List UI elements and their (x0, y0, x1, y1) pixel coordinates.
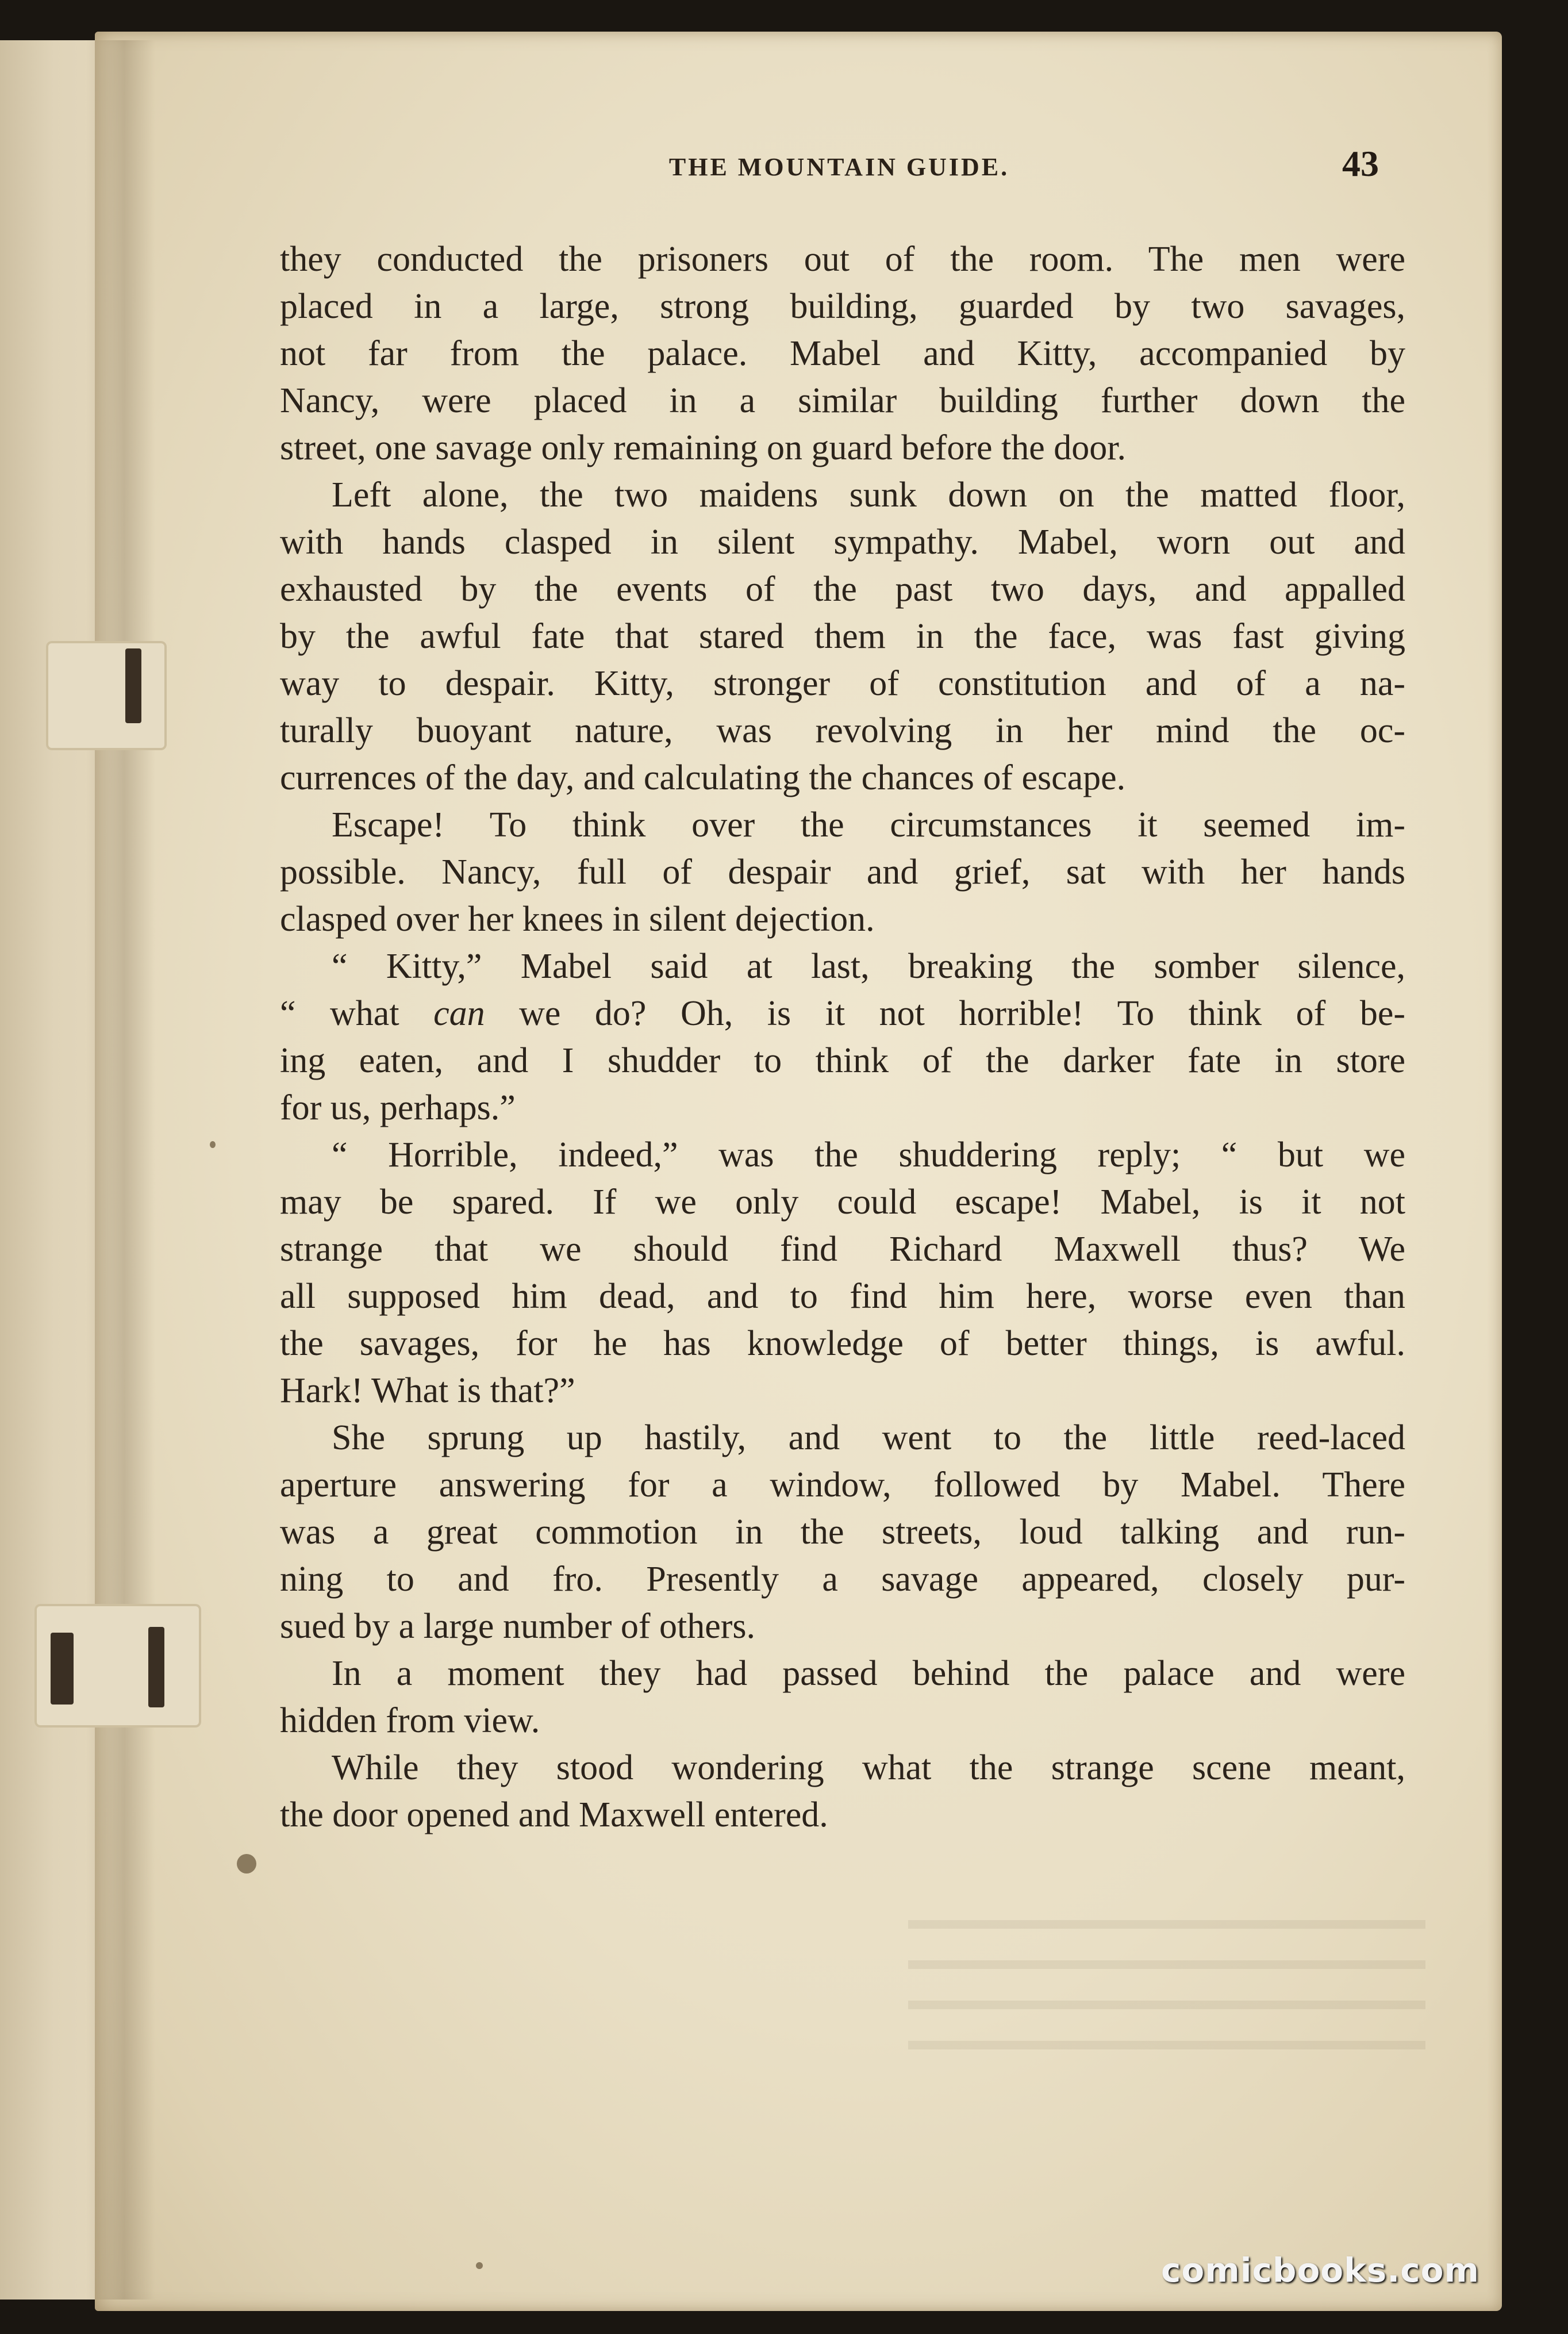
text-line: “ what can we do? Oh, is it not horrible! To think of be- (280, 994, 1405, 1033)
text-line: turally buoyant nature, was revolving in her mind the oc- (280, 711, 1405, 750)
paper-speck (476, 2262, 483, 2269)
text-line: Left alone, the two maidens sunk down on the matted floor, (332, 475, 1405, 515)
spine-gutter (86, 40, 155, 2300)
body-text (280, 236, 1405, 1838)
text-line: In a moment they had passed behind the palace and were (332, 1654, 1405, 1693)
text-line: possible. Nancy, full of despair and grief, sat with her hands (280, 853, 1405, 892)
text-line: may be spared. If we only could escape! Mabel, is it not (280, 1183, 1405, 1222)
paper-speck (210, 1141, 216, 1148)
text-line: strange that we should find Richard Maxwell thus? We (280, 1230, 1405, 1269)
staple-wire-lower-right (148, 1627, 164, 1707)
running-header: THE MOUNTAIN GUIDE. (668, 153, 1010, 181)
staple-wire-lower-left (51, 1633, 74, 1705)
text-line: clasped over her knees in silent dejection. (280, 900, 875, 939)
text-line: Hark! What is that?” (280, 1371, 575, 1410)
text-line: placed in a large, strong building, guarded by two savages, (280, 287, 1405, 326)
text-line: exhausted by the events of the past two days, and appalled (280, 570, 1405, 609)
text-line: all supposed him dead, and to find him here, worse even than (280, 1277, 1405, 1316)
text-line: the savages, for he has knowledge of better things, is awful. (280, 1324, 1405, 1363)
text-line: sued by a large number of others. (280, 1607, 756, 1646)
text-line: hidden from view. (280, 1701, 540, 1740)
staple-wire-upper (125, 648, 141, 723)
text-line: street, one savage only remaining on guard before the door. (280, 428, 1127, 467)
watermark: comicbooks.com (1161, 2251, 1479, 2290)
text-line: they conducted the prisoners out of the room. The men were (280, 240, 1405, 279)
text-line: Nancy, were placed in a similar building further down the (280, 381, 1405, 420)
text-line: for us, perhaps.” (280, 1088, 516, 1127)
text-line: currences of the day, and calculating the chances of escape. (280, 758, 1126, 797)
text-line: not far from the palace. Mabel and Kitty, accompanied by (280, 334, 1405, 373)
text-line: the door opened and Maxwell entered. (280, 1795, 828, 1834)
text-line: way to despair. Kitty, stronger of constitution and of a na- (280, 664, 1405, 703)
text-line: “ Kitty,” Mabel said at last, breaking the somber silence, (332, 947, 1405, 986)
text-line: ing eaten, and I shudder to think of the darker fate in store (280, 1041, 1405, 1080)
text-line: with hands clasped in silent sympathy. Mabel, worn out and (280, 523, 1405, 562)
text-line: While they stood wondering what the strange scene meant, (332, 1748, 1405, 1787)
paper-speck (237, 1854, 256, 1874)
text-line: She sprung up hastily, and went to the little reed-laced (332, 1418, 1405, 1457)
text-line: “ Horrible, indeed,” was the shuddering reply; “ but we (332, 1135, 1405, 1174)
italic-word: can (433, 994, 485, 1033)
text-line: aperture answering for a window, followed by Mabel. There (280, 1465, 1405, 1504)
text-line: by the awful fate that stared them in the face, was fast giving (280, 617, 1405, 656)
page-number: 43 (1342, 143, 1379, 184)
binding-staple-upper (46, 641, 167, 750)
text-line: was a great commotion in the streets, loud talking and run- (280, 1513, 1405, 1552)
text-line: ning to and fro. Presently a savage appeared, closely pur- (280, 1560, 1405, 1599)
text-line: Escape! To think over the circumstances it seemed im- (332, 805, 1405, 844)
bleed-through-text (908, 1888, 1425, 2072)
